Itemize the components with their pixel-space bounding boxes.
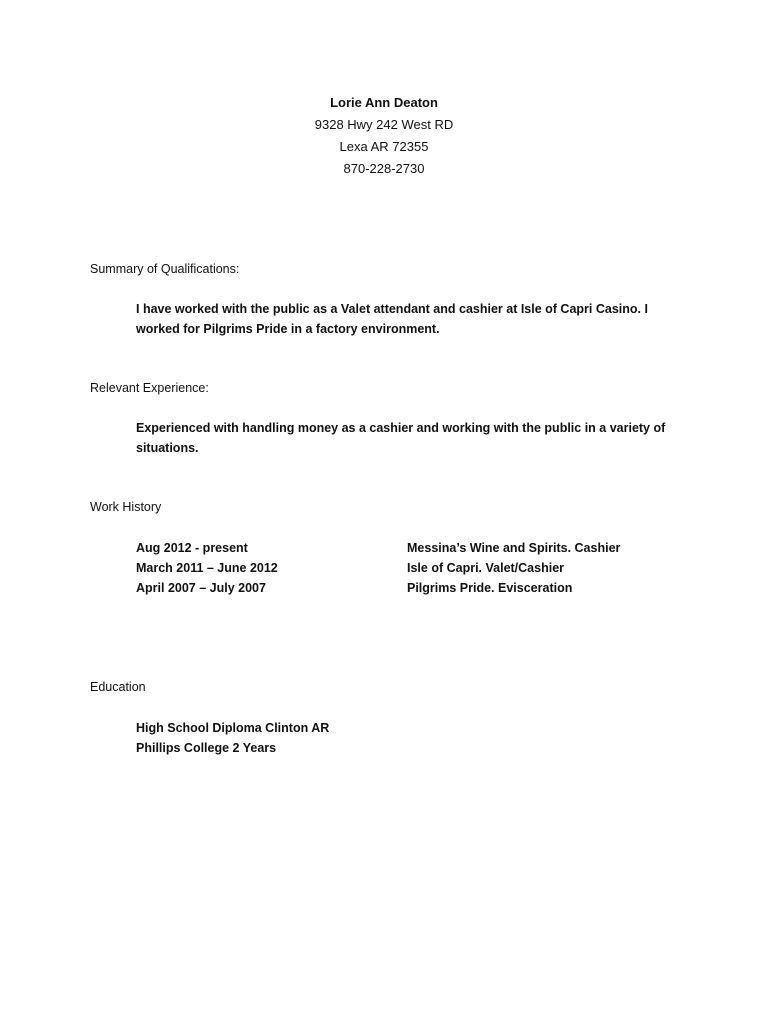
education-item: Phillips College 2 Years	[136, 741, 277, 755]
work-history-heading: Work History	[90, 500, 162, 514]
work-history-row	[136, 578, 696, 598]
experience-text: Experienced with handling money as a cashier and working with the public in a variety of situations.	[136, 421, 666, 455]
work-position: Messina’s Wine and Spirits. Cashier	[407, 541, 621, 555]
work-history-row	[136, 558, 696, 578]
work-position: Pilgrims Pride. Evisceration	[407, 581, 573, 595]
education-item: High School Diploma Clinton AR	[136, 721, 330, 735]
phone-number: 870-228-2730	[343, 161, 425, 176]
work-position: Isle of Capri. Valet/Cashier	[407, 561, 565, 575]
address-line-2: Lexa AR 72355	[339, 139, 429, 154]
experience-heading: Relevant Experience:	[90, 381, 209, 395]
work-dates: April 2007 – July 2007	[136, 581, 266, 595]
work-dates: Aug 2012 - present	[136, 541, 248, 555]
summary-text: I have worked with the public as a Valet attendant and cashier at Isle of Capri Casino. I worked for Pilgrims Pride in a factory environment.	[136, 302, 648, 336]
applicant-name: Lorie Ann Deaton	[330, 95, 438, 110]
summary-heading: Summary of Qualifications:	[90, 262, 240, 276]
address-line-1: 9328 Hwy 242 West RD	[314, 117, 454, 132]
work-history-row	[136, 538, 696, 558]
education-heading: Education	[90, 680, 146, 694]
work-dates: March 2011 – June 2012	[136, 561, 278, 575]
